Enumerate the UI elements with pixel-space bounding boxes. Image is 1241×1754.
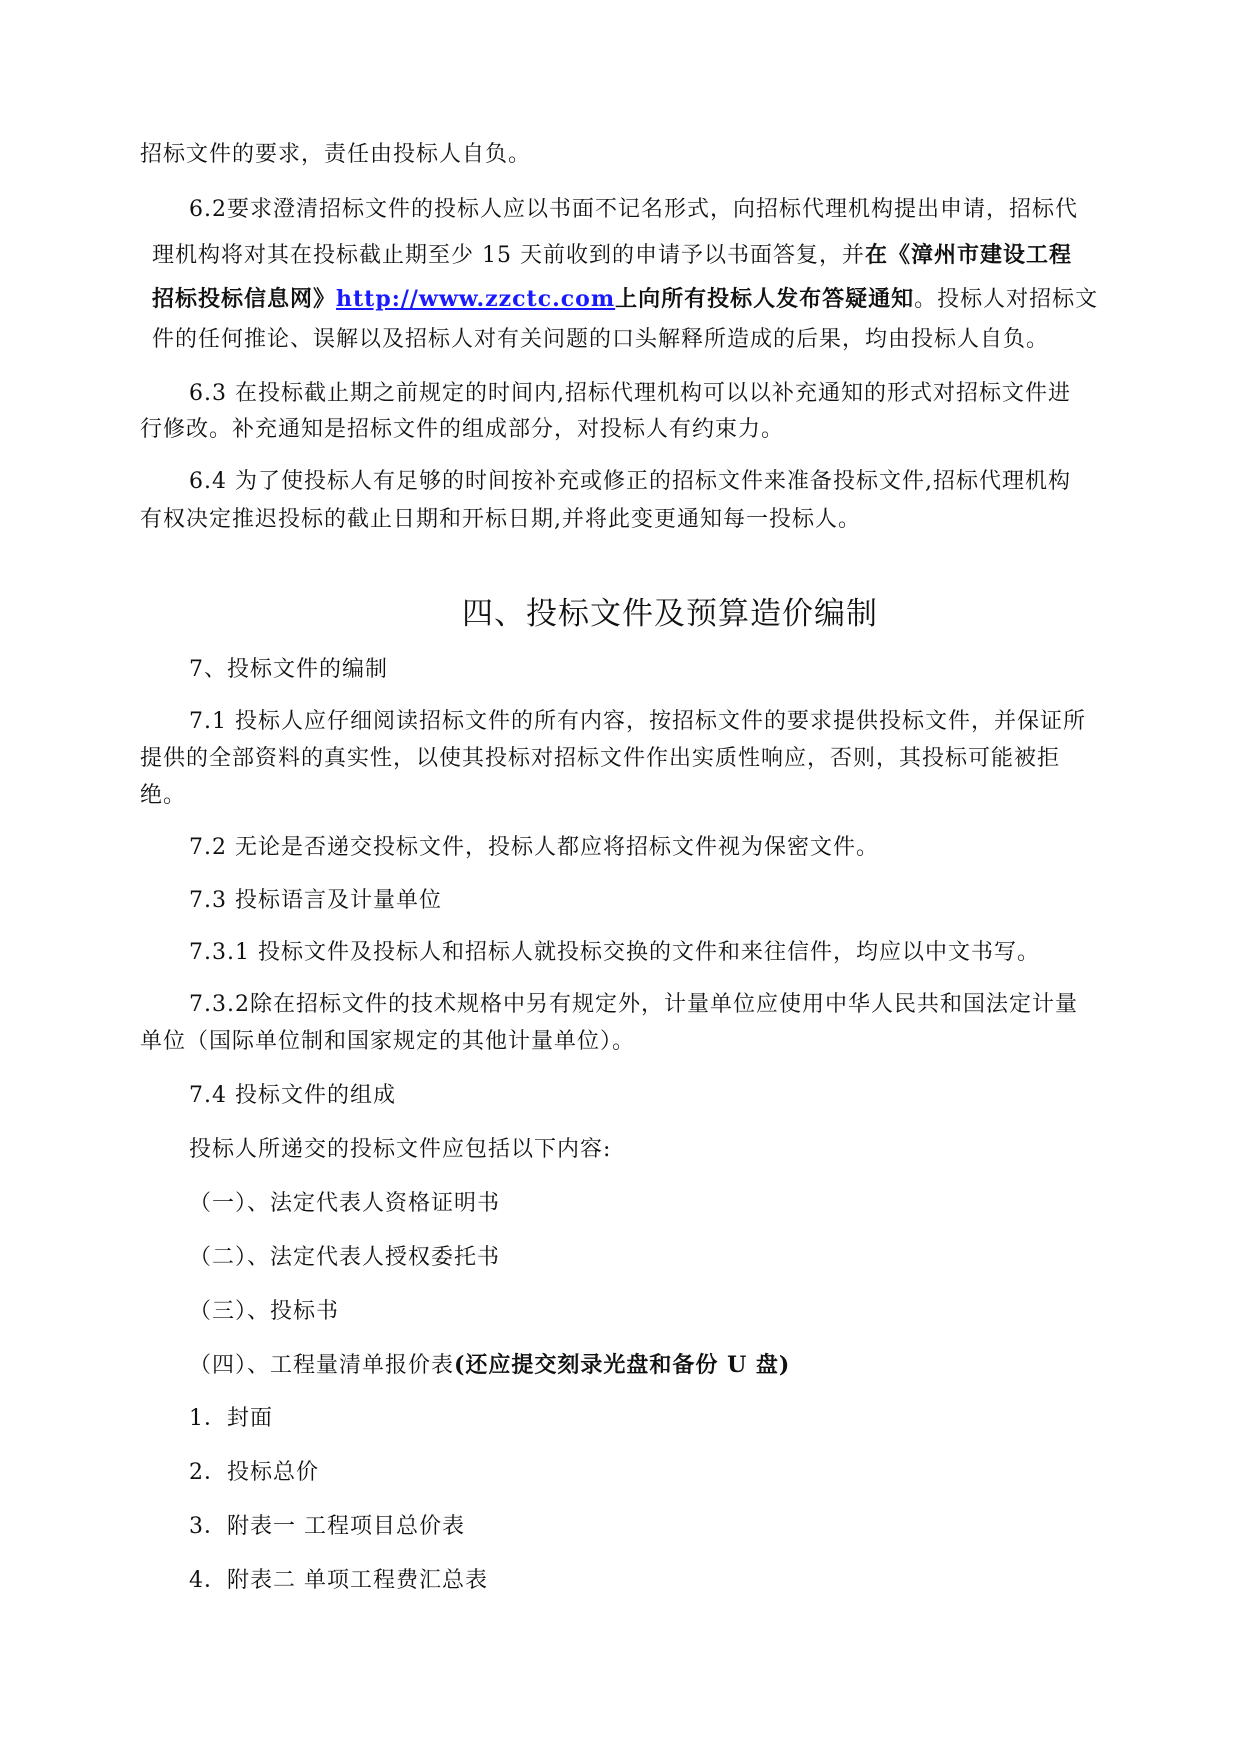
list-item: （三）、投标书 — [189, 1299, 340, 1324]
paragraph-6-2-line-3-tail: 。投标人对招标文 — [914, 287, 1099, 312]
paragraph-7-2: 7.2 无论是否递交投标文件，投标人都应将招标文件视为保密文件。 — [189, 835, 879, 860]
paragraph-6-2-line-2-bold: 在《漳州市建设工程 — [864, 242, 1072, 268]
paragraph-6-2-line-2 — [152, 240, 1072, 271]
website-link[interactable]: http://www.zzctc.com — [336, 286, 616, 312]
paragraph-7-3-1: 7.3.1 投标文件及投标人和招标人就投标交换的文件和来往信件，均应以中文书写。 — [189, 940, 1040, 965]
paragraph-6-1-tail: 招标文件的要求，责任由投标人自负。 — [140, 142, 532, 167]
paragraph-6-2-line-1: 6.2要求澄清招标文件的投标人应以书面不记名形式，向招标代理机构提出申请，招标代 — [189, 197, 1078, 222]
paragraph-7-3-2-line-1: 7.3.2除在招标文件的技术规格中另有规定外，计量单位应使用中华人民共和国法定计量 — [189, 992, 1078, 1017]
paragraph-6-2-notice-text: 上向所有投标人发布答疑通知 — [615, 286, 915, 312]
paragraph-7-1-line-3: 绝。 — [140, 783, 187, 808]
sub-list-item: 3．附表一 工程项目总价表 — [189, 1514, 465, 1539]
paragraph-7-4-intro: 投标人所递交的投标文件应包括以下内容: — [189, 1137, 612, 1162]
sub-list-item: 2．投标总价 — [189, 1460, 319, 1485]
section-title: 四、投标文件及预算造价编制 — [462, 596, 878, 632]
paragraph-6-2-website-name: 招标投标信息网》 — [152, 286, 337, 312]
paragraph-6-3-line-1: 6.3 在投标截止期之前规定的时间内,招标代理机构可以以补充通知的形式对招标文件进 — [189, 381, 1071, 406]
list-item-4-text: （四）、工程量清单报价表 — [189, 1353, 455, 1378]
sub-list-item: 4．附表二 单项工程费汇总表 — [189, 1568, 488, 1593]
paragraph-7-3-2-line-2: 单位（国际单位制和国家规定的其他计量单位）。 — [140, 1029, 636, 1054]
list-item — [189, 1350, 790, 1381]
paragraph-6-4-line-1: 6.4 为了使投标人有足够的时间按补充或修正的招标文件来准备投标文件,招标代理机构 — [189, 469, 1071, 494]
paragraph-7-3: 7.3 投标语言及计量单位 — [189, 888, 442, 913]
paragraph-7-1-line-2: 提供的全部资料的真实性，以使其投标对招标文件作出实质性响应，否则，其投标可能被拒 — [140, 746, 1061, 771]
paragraph-7-1-line-1: 7.1 投标人应仔细阅读招标文件的所有内容，按招标文件的要求提供投标文件，并保证所 — [189, 709, 1086, 734]
paragraph-6-2-line-2-text: 理机构将对其在投标截止期至少 15 天前收到的申请予以书面答复，并 — [152, 243, 865, 268]
sub-list-item: 1．封面 — [189, 1406, 273, 1431]
paragraph-6-2-line-3 — [152, 284, 1098, 315]
list-item: （二）、法定代表人授权委托书 — [189, 1245, 501, 1270]
list-item: （一）、法定代表人资格证明书 — [189, 1191, 501, 1216]
paragraph-6-4-line-2: 有权决定推迟投标的截止日期和开标日期,并将此变更通知每一投标人。 — [140, 507, 861, 532]
list-item-4-note: (还应提交刻录光盘和备份 U 盘) — [454, 1352, 791, 1378]
paragraph-7-4: 7.4 投标文件的组成 — [189, 1083, 396, 1108]
paragraph-6-3-line-2: 行修改。补充通知是招标文件的组成部分，对投标人有约束力。 — [140, 417, 785, 442]
paragraph-6-2-line-4: 件的任何推论、误解以及招标人对有关问题的口头解释所造成的后果，均由投标人自负。 — [152, 327, 1050, 352]
section-7-title: 7、投标文件的编制 — [189, 657, 388, 682]
